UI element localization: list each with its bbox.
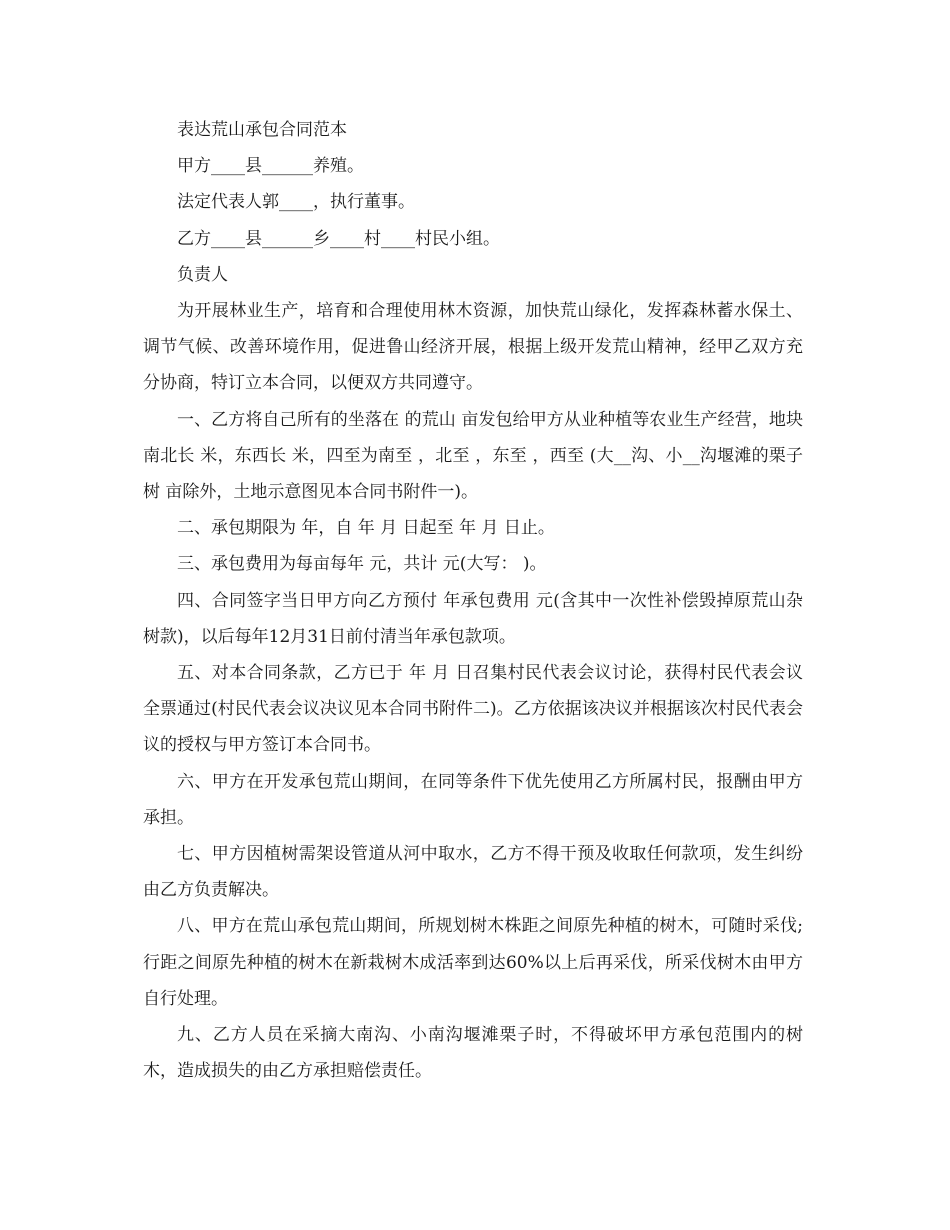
responsible-person-line: 负责人 [177, 264, 228, 285]
preamble-paragraph: 为开展林业生产，培育和合理使用林木资源，加快荒山绿化，发挥森林蓄水保土、调节气候、改善环境作用，促进鲁山经济开展，根据上级开发荒山精神，经甲乙双方充分协商，特订立本合同，以便双方共同遵守。 [143, 301, 803, 394]
clause-7: 七、甲方因植树需架设管道从河中取水，乙方不得干预及收取任何款项，发生纠纷由乙方负责解决。 [143, 844, 803, 901]
document-body [143, 112, 803, 1089]
clause-6: 六、甲方在开发承包荒山期间，在同等条件下优先使用乙方所属村民，报酬由甲方承担。 [143, 771, 803, 828]
party-a-line: 甲方____县______养殖。 [177, 156, 364, 177]
clause-8: 八、甲方在荒山承包荒山期间，所规划树木株距之间原先种植的树木，可随时采伐;行距之间原先种植的树木在新栽树木成活率到达60%以上后再采伐，所采伐树木由甲方自行处理。 [143, 916, 803, 1009]
clause-9: 九、乙方人员在采摘大南沟、小南沟堰滩栗子时，不得破坏甲方承包范围内的树木，造成损失的由乙方承担赔偿责任。 [143, 1025, 803, 1082]
party-b-line: 乙方____县______乡____村____村民小组。 [177, 228, 500, 249]
clause-3: 三、承包费用为每亩每年 元，共计 元(大写： )。 [177, 554, 547, 575]
clause-2: 二、承包期限为 年，自 年 月 日起至 年 月 日止。 [177, 518, 555, 539]
legal-representative-line: 法定代表人郭____，执行董事。 [177, 192, 415, 213]
clause-5: 五、对本合同条款，乙方已于 年 月 日召集村民代表会议讨论，获得村民代表会议全票通过(村民代表会议决议见本合同书附件二)。乙方依据该决议并根据该次村民代表会议的授权与甲方签订本合同书。 [143, 663, 803, 756]
clause-1: 一、乙方将自己所有的坐落在 的荒山 亩发包给甲方从业种植等农业生产经营，地块南北长 米，东西长 米，四至为南至 ，北至 ，东至 ，西至 (大__沟、小__沟堰滩的栗子树 亩除外，土地示意图见本合同书附件一)。 [143, 409, 803, 503]
document-title: 表达荒山承包合同范本 [177, 120, 347, 140]
clause-4: 四、合同签字当日甲方向乙方预付 年承包费用 元(含其中一次性补偿毁掉原荒山杂树款)，以后每年12月31日前付清当年承包款项。 [143, 590, 803, 647]
